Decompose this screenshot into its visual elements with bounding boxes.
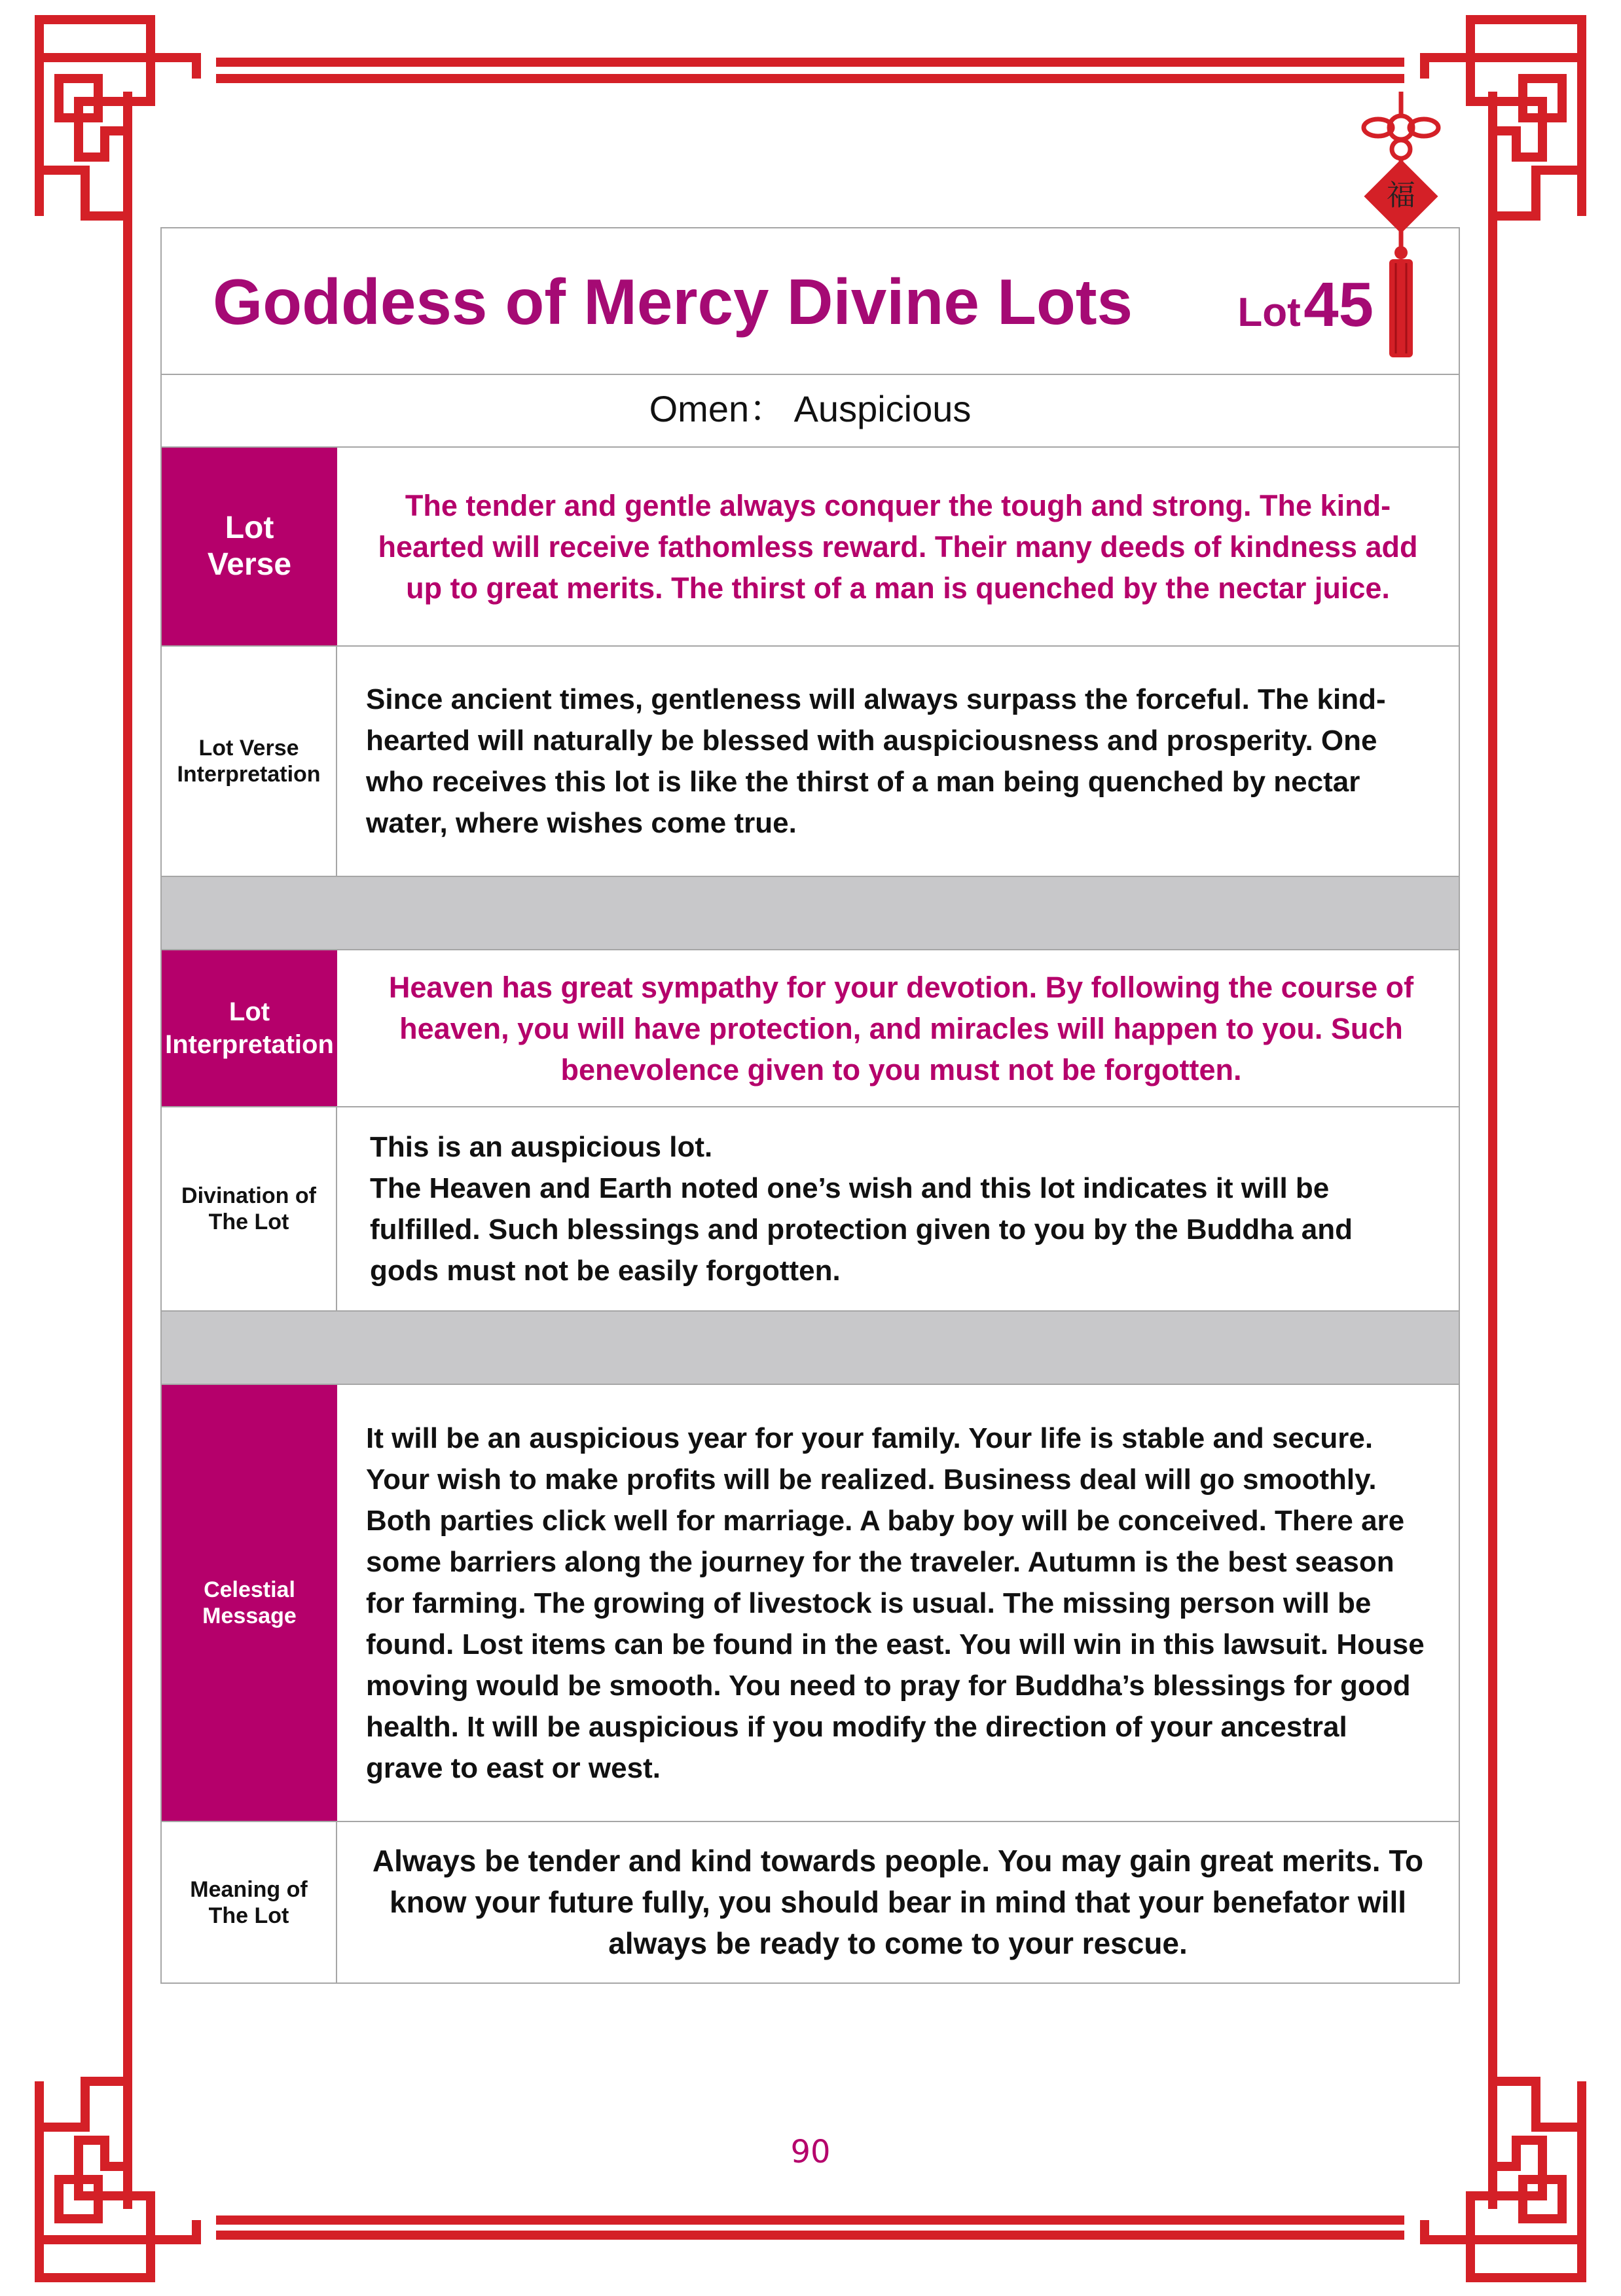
page-number: 90 xyxy=(790,2134,831,2170)
knot-character: 福 xyxy=(1387,179,1415,212)
section-divider xyxy=(162,877,1459,949)
lot-card xyxy=(160,227,1460,1984)
label-lot-verse: Lot Verse xyxy=(162,448,337,645)
omen-label: Omen： Auspicious xyxy=(649,388,972,429)
divination-line-2: The Heaven and Earth noted one’s wish and this lot indicates it will be fulfilled. Such blessings and protection given to you by the Buddha and gods must not be easily forgotten. xyxy=(370,1172,1353,1287)
label-divination: Divination of The Lot xyxy=(162,1107,337,1310)
lot-number: 45 xyxy=(1303,270,1374,340)
celestial-message-text: It will be an auspicious year for your family. Your life is stable and secure. Your wish to make profits will be realized. Business deal will go smoothly. Both parties click well for marriage. A baby boy will be conceived. There are some barriers along the journey for the traveler. Autumn is the best season for farming. The growing of livestock is usual. The missing person will be found. Lost items can be found in the east. You will win in this lawsuit. House moving would be smooth. You need to pray for Buddha’s blessings for good health. It will be auspicious if you modify the direction of your ancestral grave to east or west. xyxy=(366,1422,1425,1784)
lot-interpretation-text: Heaven has great sympathy for your devotion. By following the course of heaven, you will have protection, and miracles will happen to you. Such benevolence given to you must not be forgotten. xyxy=(388,970,1414,1086)
lot-word: Lot xyxy=(1237,290,1301,335)
lot-verse-interpretation-text: Since ancient times, gentleness will always surpass the forceful. The kind-hearted will naturally be blessed with auspiciousness and prosperity. One who receives this lot is like the thirst of a man being quenched by nectar water, where wishes come true. xyxy=(366,683,1386,839)
label-lot-verse-interpretation: Lot Verse Interpretation xyxy=(162,647,337,876)
lot-verse-text: The tender and gentle always conquer the tough and strong. The kind-hearted will receive fathomless reward. Their many deeds of kindness add up to great merits. The thirst of a man is quenched by the nectar juice. xyxy=(378,488,1418,605)
label-meaning: Meaning of The Lot xyxy=(162,1822,337,1982)
meaning-text: Always be tender and kind towards people. You may gain great merits. To know your future fully, you should bear in mind that your benefator will always be ready to come to your rescue. xyxy=(372,1844,1424,1960)
chinese-knot-ornament xyxy=(1349,92,1453,367)
page-title: Goddess of Mercy Divine Lots xyxy=(213,266,1133,338)
divination-text xyxy=(337,1107,1459,1310)
divination-line-1: This is an auspicious lot. xyxy=(370,1131,713,1163)
section-divider xyxy=(162,1312,1459,1384)
label-lot-interpretation: Lot Interpretation xyxy=(162,950,337,1106)
label-celestial-message: Celestial Message xyxy=(162,1385,337,1821)
